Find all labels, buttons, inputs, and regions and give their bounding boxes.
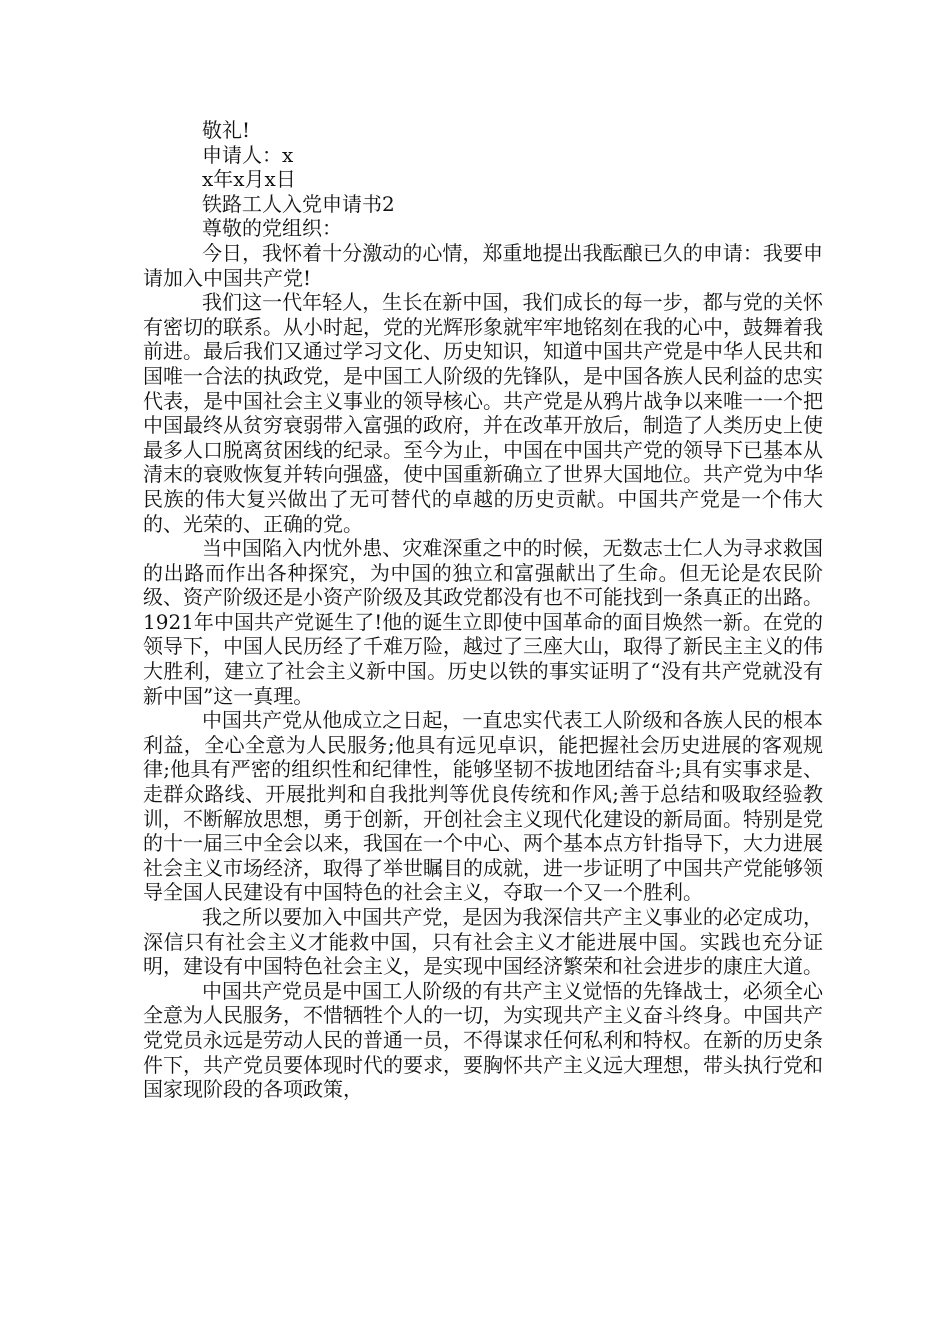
paragraph: 我们这一代年轻人，生长在新中国，我们成长的每一步，都与党的关怀有密切的联系。从小时起，党的光辉形象就牢牢地铭刻在我的心中，鼓舞着我前进。最后我们又通过学习文化、历史知识，知道中国共产党是中华人民共和国唯一合法的执政党，是中国工人阶级的先锋队，是中国各族人民利益的忠实代表，是中国社会主义事业的领导核心。共产党是从鸦片战争以来唯一一个把中国最终从贫穷衰弱带入富强的政府，并在改革开放后，制造了人类历史上使最多人口脱离贫困线的纪录。至今为止，中国在中国共产党的领导下已基本从清末的衰败恢复并转向强盛，使中国重新确立了世界大国地位。共产党为中华民族的伟大复兴做出了无可替代的卓越的历史贡献。中国共产党是一个伟大的、光荣的、正确的党。	[143, 290, 823, 536]
paragraph: 今日，我怀着十分激动的心情，郑重地提出我酝酿已久的申请：我要申请加入中国共产党!	[143, 240, 823, 290]
paragraph: 中国共产党员是中国工人阶级的有共产主义觉悟的先锋战士，必须全心全意为人民服务，不惜牺牲个人的一切，为实现共产主义奋斗终身。中国共产党党员永远是劳动人民的普通一员，不得谋求任何私利和特权。在新的历史条件下，共产党员要体现时代的要求，要胸怀共产主义远大理想，带头执行党和国家现阶段的各项政策，	[143, 978, 823, 1102]
document-title: 铁路工人入党申请书2	[202, 191, 395, 216]
paragraph: 中国共产党从他成立之日起，一直忠实代表工人阶级和各族人民的根本利益，全心全意为人民服务;他具有远见卓识，能把握社会历史进展的客观规律;他具有严密的组织性和纪律性，能够坚韧不拔地团结奋斗;具有实事求是、走群众路线、开展批判和自我批判等优良传统和作风;善于总结和吸取经验教训，不断解放思想，勇于创新，开创社会主义现代化建设的新局面。特别是党的十一届三中全会以来，我国在一个中心、两个基本点方针指导下，大力进展社会主义市场经济，取得了举世瞩目的成就，进一步证明了中国共产党能够领导全国人民建设有中国特色的社会主义，夺取一个又一个胜利。	[143, 708, 823, 905]
date-line: x年x月x日	[202, 167, 296, 192]
document-page	[143, 118, 823, 1102]
salutation: 尊敬的党组织：	[202, 216, 342, 241]
applicant-line: 申请人：x	[202, 142, 294, 167]
closing-line: 敬礼!	[202, 118, 251, 142]
paragraph: 当中国陷入内忧外患、灾难深重之中的时候，无数志士仁人为寻求救国的出路而作出各种探究，为中国的独立和富强献出了生命。但无论是农民阶级、资产阶级还是小资产阶级及其政党都没有也不可能找到一条真正的出路。1921年中国共产党诞生了!他的诞生立即使中国革命的面目焕然一新。在党的领导下，中国人民历经了千难万险，越过了三座大山，取得了新民主主义的伟大胜利，建立了社会主义新中国。历史以铁的事实证明了“没有共产党就没有新中国”这一真理。	[143, 536, 823, 708]
paragraph: 我之所以要加入中国共产党，是因为我深信共产主义事业的必定成功，深信只有社会主义才能救中国，只有社会主义才能进展中国。实践也充分证明，建设有中国特色社会主义，是实现中国经济繁荣和社会进步的康庄大道。	[143, 905, 823, 979]
